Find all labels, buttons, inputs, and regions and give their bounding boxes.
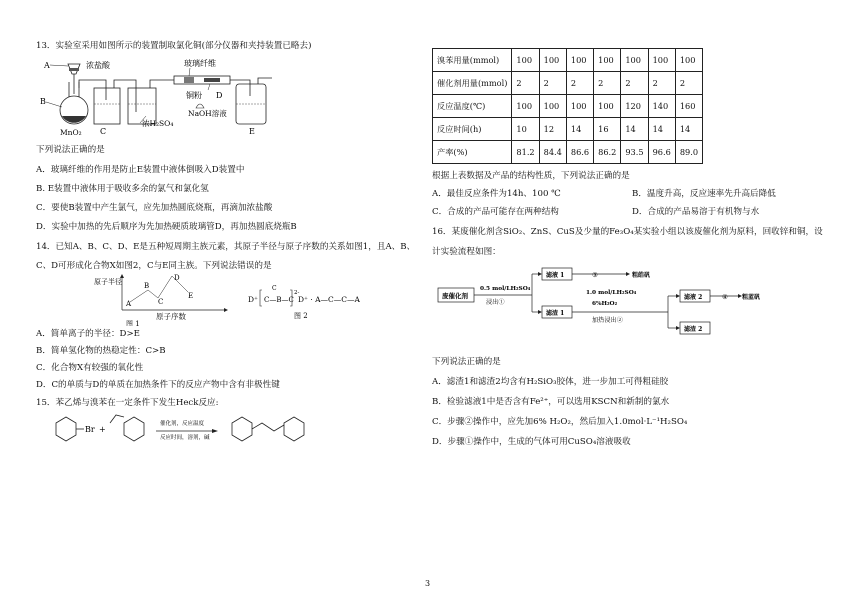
q16-option-b: B．检验滤液1中是否含有Fe²⁺，可以选用KSCN和新制的氯水 — [432, 397, 670, 407]
fig1-xlabel: 原子序数 — [156, 312, 186, 321]
table-cell: 2 — [621, 72, 648, 95]
fig2-structure-top: C — [272, 285, 277, 292]
fig2-left-ion: D⁺ — [248, 295, 258, 304]
q13-option-b: B. E装置中液体用于吸收多余的氯气和氯化氢 — [36, 184, 209, 194]
table-cell: 10 — [512, 118, 539, 141]
q14-stem-line2: C、D可形成化合物X如图2，C与E同主族。下列说法错误的是 — [36, 261, 272, 271]
label-copper: 铜粉 — [186, 91, 202, 100]
apparatus-diagram — [36, 52, 336, 140]
table-cell: 100 — [594, 49, 621, 72]
fig1-point-b: B — [144, 282, 150, 290]
table-cell: 12 — [539, 118, 566, 141]
q15-option-d: D．合成的产品易溶于有机物与水 — [632, 207, 760, 217]
table-row-label: 反应温度(℃) — [433, 95, 512, 118]
table-cell: 84.4 — [539, 141, 566, 164]
table-cell: 100 — [648, 49, 675, 72]
label-E: E — [249, 127, 255, 136]
q13-apparatus-figure — [36, 52, 416, 140]
q14-option-b: B．简单氢化物的热稳定性：C>B — [36, 346, 166, 356]
fig2-charge: 2- — [294, 290, 300, 296]
table-cell: 120 — [621, 95, 648, 118]
fig1-point-a: A — [126, 300, 132, 308]
label-glass-fiber: 玻璃纤维 — [184, 59, 216, 68]
table-cell: 2 — [594, 72, 621, 95]
table-cell: 100 — [539, 95, 566, 118]
page-number: 3 — [425, 579, 431, 588]
table-cell: 160 — [675, 95, 702, 118]
table-cell: 100 — [566, 95, 593, 118]
table-cell: 86.6 — [566, 141, 593, 164]
table-cell: 2 — [566, 72, 593, 95]
label-D: D — [216, 91, 223, 100]
q16-option-d: D．步骤①操作中，生成的气体可用CuSO₄溶液吸收 — [432, 437, 631, 447]
label-A: A — [44, 61, 50, 70]
table-cell: 93.5 — [621, 141, 648, 164]
flow-residue1: 滤渣 1 — [546, 310, 565, 317]
table-cell: 16 — [594, 118, 621, 141]
q16-flowchart — [432, 262, 832, 350]
right-column — [432, 40, 832, 448]
table-cell: 100 — [675, 49, 702, 72]
table-cell: 14 — [648, 118, 675, 141]
flowchart-diagram — [432, 262, 772, 350]
label-conc-hcl: 浓盐酸 — [86, 61, 110, 70]
flow-residue2: 滤渣 2 — [684, 326, 703, 333]
table-cell: 100 — [594, 95, 621, 118]
bromo-label: Br — [85, 425, 95, 434]
table-cell: 100 — [539, 49, 566, 72]
table-cell: 140 — [648, 95, 675, 118]
table-row-label: 产率(%) — [433, 141, 512, 164]
label-h2so4: 浓H₂SO₄ — [142, 119, 174, 128]
table-cell: 2 — [675, 72, 702, 95]
table-cell: 14 — [675, 118, 702, 141]
table-cell: 2 — [512, 72, 539, 95]
heck-reaction-figure — [36, 409, 416, 455]
heck-reaction-diagram — [36, 409, 376, 455]
fig1-point-d: D — [174, 274, 180, 282]
q14-diagram — [76, 272, 376, 326]
table-cell: 86.2 — [594, 141, 621, 164]
q16-option-a: A．滤渣1和滤渣2均含有H₂SiO₃胶体，进一步加工可得粗硅胶 — [432, 377, 669, 387]
table-cell: 2 — [539, 72, 566, 95]
table-cell: 81.2 — [512, 141, 539, 164]
fig2-structure: C—B—C — [264, 296, 294, 304]
heck-data-table — [432, 48, 703, 164]
flow-crude-zinc: 粗皓矾 — [632, 272, 651, 279]
q16-option-c: C．步骤②操作中，应先加6% H₂O₂，然后加入1.0mol·L⁻¹H₂SO₄ — [432, 417, 688, 427]
q15-option-c: C．合成的产品可能存在两种结构 — [432, 207, 559, 217]
fig2-right: D⁺ · A—C—C—A — [298, 295, 360, 304]
flow-waste: 废催化剂 — [442, 292, 468, 300]
q15-stem: 15．苯乙烯与溴苯在一定条件下发生Heck反应: — [36, 398, 219, 408]
q14-option-d: D．C的单质与D的单质在加热条件下的反应产物中含有非极性键 — [36, 380, 280, 390]
q15-cont-prompt: 根据上表数据及产品的结构性质，下列说法正确的是 — [432, 171, 630, 181]
q13-option-d: D．实验中加热的先后顺序为先加热硬质玻璃管D，再加热圆底烧瓶B — [36, 222, 297, 232]
q14-option-a: A．简单离子的半径：D>E — [36, 329, 140, 339]
fig1-caption: 图 1 — [126, 320, 140, 326]
flow-crude-blue: 粗蓝矾 — [742, 294, 761, 301]
table-cell: 100 — [512, 49, 539, 72]
flow-step4: ④ — [722, 293, 728, 301]
q14-stem-line1: 14．已知A、B、C、D、E是五种短周期主族元素，其原子半径与原子序数的关系如图1，且A、B、 — [36, 242, 416, 252]
left-column — [36, 40, 416, 455]
arrow-top-conditions: 催化剂，反应温度 — [160, 421, 205, 427]
table-row-label: 反应时间(h) — [433, 118, 512, 141]
q15-option-a: A．最佳反应条件为14h、100 ℃ — [432, 189, 561, 199]
fig1-point-c: C — [158, 298, 164, 306]
table-cell: 14 — [621, 118, 648, 141]
table-row — [433, 49, 703, 72]
flow-leach1: 浸出① — [486, 299, 505, 306]
label-mno2: MnO₂ — [60, 128, 82, 137]
flow-leach2: 加热浸出② — [592, 317, 623, 324]
flow-filtrate1: 滤液 1 — [546, 272, 565, 279]
label-naoh: NaOH溶液 — [188, 109, 227, 118]
label-C: C — [100, 127, 107, 136]
label-B: B — [40, 97, 46, 106]
flow-acid2: 1.0 mol/LH₂SO₄ — [586, 290, 637, 296]
fig1-ylabel: 原子半径 — [94, 278, 122, 286]
table-cell: 100 — [512, 95, 539, 118]
flow-acid1: 0.5 mol/LH₂SO₄ — [480, 286, 531, 292]
table-cell: 96.6 — [648, 141, 675, 164]
table-cell: 100 — [621, 49, 648, 72]
q13-option-c: C．要使B装置中产生氯气，应先加热圆底烧瓶，再滴加浓盐酸 — [36, 203, 273, 213]
table-row — [433, 72, 703, 95]
q13-option-a: A．玻璃纤维的作用是防止E装置中液体倒吸入D装置中 — [36, 165, 245, 175]
q14-figures — [76, 272, 416, 326]
q16-prompt: 下列说法正确的是 — [432, 357, 501, 367]
q16-stem-line1: 16．某废催化剂含SiO₂、ZnS、CuS及少量的Fe₃O₄某实验小组以该废催化剂为原料，回收锌和铜，设 — [432, 227, 823, 237]
arrow-bottom-conditions: 反应时间，溶剂，碱 — [160, 435, 210, 441]
q16-stem-line2: 计实验流程如图： — [432, 247, 501, 257]
q14-option-c: C．化合物X有较强的氧化性 — [36, 363, 144, 373]
fig1-point-e: E — [188, 292, 194, 300]
table-row — [433, 141, 703, 164]
table-cell: 89.0 — [675, 141, 702, 164]
q15-option-b: B．温度升高，反应速率先升高后降低 — [632, 189, 776, 199]
q13-prompt: 下列说法正确的是 — [36, 145, 105, 155]
flow-filtrate2: 滤液 2 — [684, 294, 703, 301]
flow-h2o2: 6%H₂O₂ — [592, 301, 618, 307]
table-row — [433, 95, 703, 118]
flow-step3: ③ — [592, 271, 598, 279]
table-row-label: 溴苯用量(mmol) — [433, 49, 512, 72]
table-cell: 2 — [648, 72, 675, 95]
plus-sign: + — [99, 425, 106, 434]
q13-stem: 13．实验室采用如图所示的装置制取氯化铜(部分仪器和夹持装置已略去) — [36, 41, 312, 51]
table-cell: 14 — [566, 118, 593, 141]
table-cell: 100 — [566, 49, 593, 72]
table-row-label: 催化剂用量(mmol) — [433, 72, 512, 95]
table-row — [433, 118, 703, 141]
fig2-caption: 图 2 — [294, 312, 308, 320]
